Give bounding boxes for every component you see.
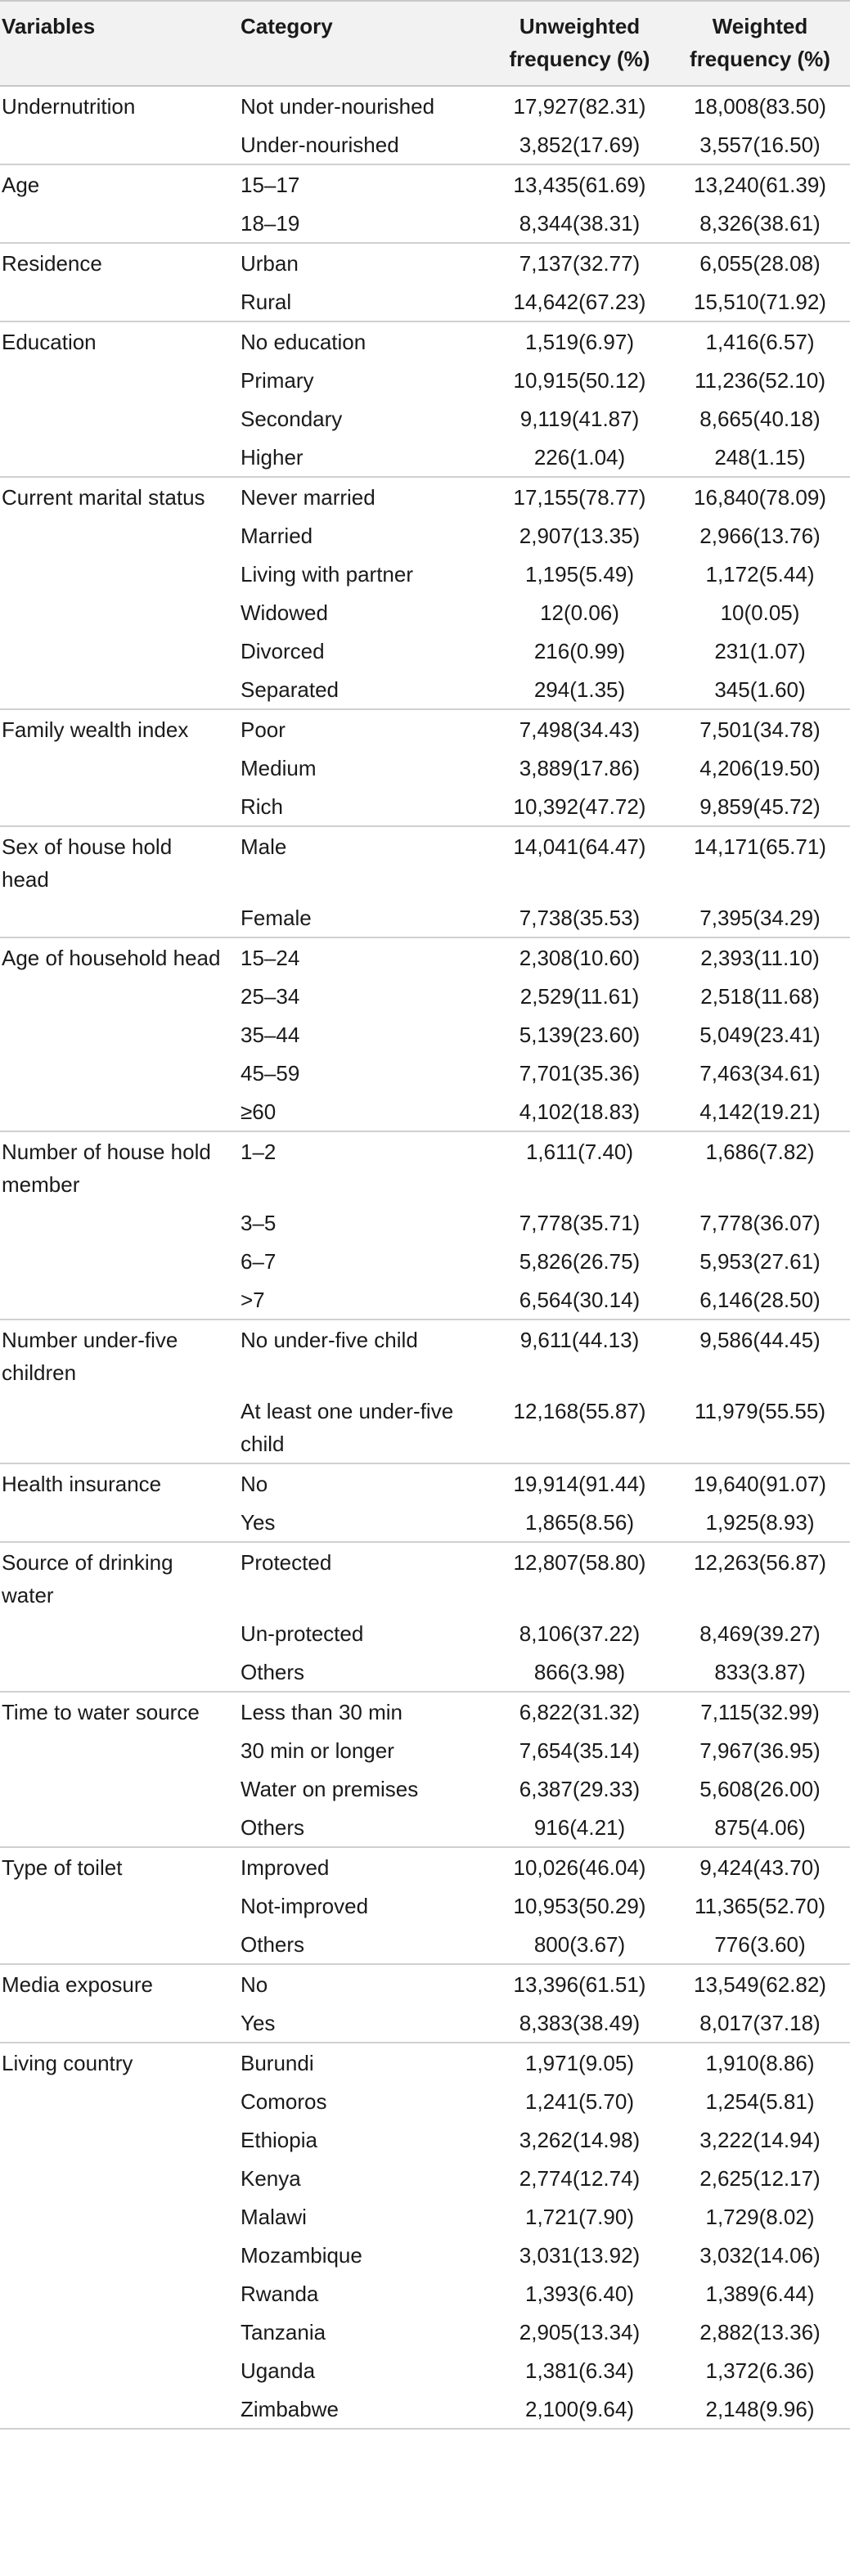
variable-cell-empty <box>0 1242 232 1280</box>
unweighted-cell: 1,195(5.49) <box>525 562 634 587</box>
unweighted-cell: 294(1.35) <box>533 677 626 702</box>
category-cell: 3–5 <box>241 1211 277 1235</box>
unweighted-cell: 8,383(38.49) <box>519 2011 641 2035</box>
weighted-cell: 3,557(16.50) <box>699 133 821 157</box>
category-cell: Rich <box>241 794 284 819</box>
table-row <box>0 438 850 477</box>
unweighted-cell: 12,168(55.87) <box>513 1399 646 1423</box>
category-cell: Higher <box>241 445 304 470</box>
variable-cell-empty <box>0 2082 232 2120</box>
table-row <box>0 555 850 593</box>
weighted-cell: 15,510(71.92) <box>694 290 826 314</box>
table-row <box>0 1964 850 2003</box>
variable-cell-empty <box>0 361 232 399</box>
table-row <box>0 1015 850 1054</box>
category-cell: No under-five child <box>232 1319 489 1391</box>
table-row <box>0 1463 850 1503</box>
table-row <box>0 2389 850 2429</box>
unweighted-cell: 3,262(14.98) <box>519 2128 641 2152</box>
unweighted-cell: 1,611(7.40) <box>489 1131 670 1203</box>
unweighted-cell: 7,137(32.77) <box>489 243 670 282</box>
unweighted-cell: 7,778(35.71) <box>519 1211 641 1235</box>
table-row <box>0 204 850 243</box>
unweighted-cell: 8,106(37.22) <box>519 1621 641 1646</box>
category-cell: Not-improved <box>241 1894 369 1918</box>
variable-cell-empty <box>0 125 232 164</box>
category-cell: 25–34 <box>241 984 300 1009</box>
table-row <box>0 86 850 125</box>
weighted-cell: 8,665(40.18) <box>699 407 821 431</box>
unweighted-cell: 17,927(82.31) <box>513 94 646 119</box>
category-cell: Rwanda <box>241 2282 319 2306</box>
variable-cell-empty <box>0 670 232 709</box>
table-row <box>0 1503 850 1542</box>
weighted-cell: 5,049(23.41) <box>699 1023 821 1047</box>
variable-cell-empty <box>0 2003 232 2043</box>
weighted-cell: 9,586(44.45) <box>670 1319 850 1391</box>
weighted-cell: 9,859(45.72) <box>699 794 821 819</box>
variable-cell-empty <box>0 1092 232 1131</box>
category-cell: Mozambique <box>241 2243 362 2268</box>
table-row <box>0 1203 850 1242</box>
unweighted-cell: 17,155(78.77) <box>489 477 670 516</box>
weighted-cell: 8,469(39.27) <box>699 1621 821 1646</box>
header-category: Category <box>232 1 489 86</box>
variable-cell-empty <box>0 1391 232 1463</box>
unweighted-cell: 10,026(46.04) <box>489 1847 670 1886</box>
table-header <box>0 1 850 86</box>
weighted-cell: 5,608(26.00) <box>699 1777 821 1801</box>
category-cell: Improved <box>232 1847 489 1886</box>
variable-cell: Source of drinking water <box>0 1542 232 1614</box>
unweighted-cell: 19,914(91.44) <box>489 1463 670 1503</box>
unweighted-cell: 1,519(6.97) <box>489 321 670 361</box>
weighted-cell: 16,840(78.09) <box>670 477 850 516</box>
unweighted-cell: 3,852(17.69) <box>519 133 641 157</box>
unweighted-cell: 1,971(9.05) <box>489 2043 670 2082</box>
unweighted-cell: 1,393(6.40) <box>525 2282 634 2306</box>
table-row <box>0 2351 850 2389</box>
category-cell: 15–24 <box>232 937 489 977</box>
category-cell: Others <box>241 1660 305 1684</box>
weighted-cell: 11,979(55.55) <box>695 1399 825 1423</box>
table-row <box>0 1319 850 1391</box>
weighted-cell: 11,236(52.10) <box>695 368 825 393</box>
unweighted-cell: 2,529(11.61) <box>519 984 640 1009</box>
table-row <box>0 1391 850 1463</box>
category-cell: Un-protected <box>241 1621 364 1646</box>
category-cell: Kenya <box>241 2166 301 2191</box>
weighted-cell: 1,416(6.57) <box>670 321 850 361</box>
variable-cell-empty <box>0 399 232 438</box>
category-cell: Tanzania <box>241 2320 326 2344</box>
category-cell: Widowed <box>241 600 328 625</box>
weighted-cell: 776(3.60) <box>714 1932 806 1957</box>
unweighted-cell: 14,041(64.47) <box>489 826 670 898</box>
table-row <box>0 243 850 282</box>
variable-cell: Type of toilet <box>0 1847 232 1886</box>
variable-cell-empty <box>0 1925 232 1964</box>
weighted-cell: 7,967(36.95) <box>699 1738 821 1763</box>
unweighted-cell: 1,721(7.90) <box>525 2205 634 2229</box>
category-cell: Not under-nourished <box>241 94 435 119</box>
weighted-cell: 833(3.87) <box>714 1660 806 1684</box>
variable-cell-empty <box>0 977 232 1015</box>
table-row <box>0 1054 850 1092</box>
variable-cell-empty <box>0 2197 232 2236</box>
table-row <box>0 1131 850 1203</box>
table-row <box>0 1692 850 1731</box>
unweighted-cell: 226(1.04) <box>533 445 626 470</box>
variable-cell-empty <box>0 2351 232 2389</box>
header-row <box>0 1 850 86</box>
unweighted-cell: 10,915(50.12) <box>513 368 646 393</box>
weighted-cell: 1,925(8.93) <box>705 1510 815 1535</box>
category-cell: Rural <box>241 290 292 314</box>
variable-cell: Time to water source <box>0 1692 232 1731</box>
weighted-cell: 19,640(91.07) <box>670 1463 850 1503</box>
variable-cell: Media exposure <box>0 1964 232 2003</box>
category-cell: No <box>232 1463 489 1503</box>
variable-cell-empty <box>0 2389 232 2429</box>
unweighted-cell: 5,139(23.60) <box>519 1023 641 1047</box>
category-cell: At least one under-five child <box>241 1399 454 1456</box>
unweighted-cell: 800(3.67) <box>533 1932 626 1957</box>
weighted-cell: 7,778(36.07) <box>699 1211 821 1235</box>
weighted-cell: 13,549(62.82) <box>670 1964 850 2003</box>
unweighted-cell: 2,774(12.74) <box>519 2166 641 2191</box>
unweighted-cell: 7,738(35.53) <box>519 906 641 930</box>
table-row <box>0 937 850 977</box>
weighted-cell: 7,463(34.61) <box>699 1061 821 1086</box>
table-row <box>0 1542 850 1614</box>
category-cell: Comoros <box>241 2089 327 2114</box>
variable-cell-empty <box>0 593 232 632</box>
variable-cell-empty <box>0 555 232 593</box>
table-row <box>0 164 850 204</box>
weighted-cell: 14,171(65.71) <box>670 826 850 898</box>
unweighted-cell: 12(0.06) <box>540 600 619 625</box>
category-cell: Yes <box>241 2011 276 2035</box>
header-unweighted: Unweighted frequency (%) <box>489 1 670 86</box>
header-variables: Variables <box>0 1 232 86</box>
unweighted-cell: 10,392(47.72) <box>513 794 646 819</box>
weighted-cell: 2,518(11.68) <box>700 984 820 1009</box>
category-cell: 45–59 <box>241 1061 300 1086</box>
weighted-cell: 345(1.60) <box>714 677 806 702</box>
table-row <box>0 593 850 632</box>
variable-cell-empty <box>0 1652 232 1692</box>
weighted-cell: 2,393(11.10) <box>670 937 850 977</box>
weighted-cell: 8,017(37.18) <box>699 2011 821 2035</box>
variable-cell-empty <box>0 1015 232 1054</box>
table-row <box>0 898 850 937</box>
category-cell: 1–2 <box>232 1131 489 1203</box>
unweighted-cell: 866(3.98) <box>533 1660 626 1684</box>
unweighted-cell: 916(4.21) <box>533 1815 626 1840</box>
table-row <box>0 1925 850 1964</box>
unweighted-cell: 216(0.99) <box>533 639 626 663</box>
unweighted-cell: 1,381(6.34) <box>525 2358 634 2383</box>
variable-cell-empty <box>0 749 232 787</box>
variable-cell-empty <box>0 1731 232 1769</box>
weighted-cell: 7,501(34.78) <box>670 709 850 749</box>
category-cell: Under-nourished <box>241 133 399 157</box>
variable-cell-empty <box>0 1203 232 1242</box>
unweighted-cell: 7,654(35.14) <box>519 1738 641 1763</box>
category-cell: Less than 30 min <box>232 1692 489 1731</box>
table-row <box>0 125 850 164</box>
variable-cell-empty <box>0 204 232 243</box>
table-row <box>0 2159 850 2197</box>
unweighted-cell: 5,826(26.75) <box>519 1249 641 1274</box>
variable-cell: Residence <box>0 243 232 282</box>
variable-cell: Sex of house hold head <box>0 826 232 898</box>
category-cell: Urban <box>232 243 489 282</box>
variable-cell-empty <box>0 1808 232 1847</box>
weighted-cell: 7,115(32.99) <box>670 1692 850 1731</box>
category-cell: Burundi <box>232 2043 489 2082</box>
table-row <box>0 826 850 898</box>
variable-cell-empty <box>0 516 232 555</box>
unweighted-cell: 7,701(35.36) <box>519 1061 641 1086</box>
variable-cell: Age <box>0 164 232 204</box>
category-cell: Zimbabwe <box>232 2389 489 2429</box>
table-row <box>0 670 850 709</box>
weighted-cell: 9,424(43.70) <box>670 1847 850 1886</box>
table-row <box>0 477 850 516</box>
category-cell: No <box>232 1964 489 2003</box>
variable-cell-empty <box>0 282 232 321</box>
unweighted-cell: 14,642(67.23) <box>513 290 646 314</box>
category-cell: Divorced <box>241 639 325 663</box>
weighted-cell: 1,686(7.82) <box>670 1131 850 1203</box>
unweighted-cell: 6,822(31.32) <box>489 1692 670 1731</box>
variable-cell-empty <box>0 438 232 477</box>
weighted-cell: 1,910(8.86) <box>670 2043 850 2082</box>
category-cell: 30 min or longer <box>241 1738 394 1763</box>
variable-cell: Age of household head <box>0 937 232 977</box>
unweighted-cell: 9,119(41.87) <box>519 407 640 431</box>
table-row <box>0 1769 850 1808</box>
variable-cell-empty <box>0 1054 232 1092</box>
weighted-cell: 2,882(13.36) <box>699 2320 821 2344</box>
unweighted-cell: 3,889(17.86) <box>519 756 641 780</box>
table-row <box>0 516 850 555</box>
unweighted-cell: 6,564(30.14) <box>519 1288 641 1312</box>
weighted-cell: 2,625(12.17) <box>699 2166 821 2191</box>
category-cell: Uganda <box>241 2358 316 2383</box>
table-row <box>0 2197 850 2236</box>
category-cell: Married <box>241 524 313 548</box>
table-row <box>0 1092 850 1131</box>
table-row <box>0 399 850 438</box>
table-row <box>0 1731 850 1769</box>
variable-cell: Number under-five children <box>0 1319 232 1391</box>
unweighted-cell: 2,907(13.35) <box>519 524 641 548</box>
weighted-cell: 1,172(5.44) <box>705 562 815 587</box>
variable-cell-empty <box>0 2159 232 2197</box>
weighted-cell: 1,729(8.02) <box>705 2205 815 2229</box>
table-row <box>0 977 850 1015</box>
table-row <box>0 1652 850 1692</box>
category-cell: Never married <box>232 477 489 516</box>
category-cell: Living with partner <box>241 562 413 587</box>
unweighted-cell: 10,953(50.29) <box>513 1894 646 1918</box>
category-cell: Water on premises <box>241 1777 419 1801</box>
table-row <box>0 632 850 670</box>
table-row <box>0 282 850 321</box>
unweighted-cell: 2,308(10.60) <box>489 937 670 977</box>
unweighted-cell: 4,102(18.83) <box>519 1099 641 1124</box>
category-cell: No education <box>232 321 489 361</box>
weighted-cell: 875(4.06) <box>714 1815 806 1840</box>
category-cell: Yes <box>241 1510 276 1535</box>
table-row <box>0 1280 850 1319</box>
variable-cell-empty <box>0 2236 232 2274</box>
category-cell: Primary <box>241 368 314 393</box>
category-cell: Male <box>232 826 489 898</box>
variable-cell-empty <box>0 632 232 670</box>
variable-cell: Family wealth index <box>0 709 232 749</box>
table-row <box>0 787 850 826</box>
table-row <box>0 1242 850 1280</box>
table-row <box>0 2082 850 2120</box>
category-cell: Female <box>241 906 312 930</box>
category-cell: Malawi <box>241 2205 307 2229</box>
category-cell: 18–19 <box>241 211 300 236</box>
table-row <box>0 1808 850 1847</box>
table-row <box>0 321 850 361</box>
category-cell: ≥60 <box>241 1099 277 1124</box>
variable-cell: Living country <box>0 2043 232 2082</box>
weighted-cell: 6,146(28.50) <box>699 1288 821 1312</box>
weighted-cell: 4,206(19.50) <box>699 756 821 780</box>
variable-cell-empty <box>0 1886 232 1925</box>
category-cell: Protected <box>232 1542 489 1614</box>
variable-cell: Education <box>0 321 232 361</box>
unweighted-cell: 1,865(8.56) <box>525 1510 634 1535</box>
variable-cell-empty <box>0 898 232 937</box>
category-cell: Secondary <box>241 407 343 431</box>
header-weighted: Weighted frequency (%) <box>670 1 850 86</box>
table-row <box>0 2236 850 2274</box>
weighted-cell: 13,240(61.39) <box>670 164 850 204</box>
weighted-cell: 2,966(13.76) <box>699 524 821 548</box>
table-row <box>0 709 850 749</box>
category-cell: >7 <box>241 1288 265 1312</box>
unweighted-cell: 2,905(13.34) <box>519 2320 641 2344</box>
table-row <box>0 749 850 787</box>
variable-cell-empty <box>0 2274 232 2313</box>
weighted-cell: 3,032(14.06) <box>699 2243 821 2268</box>
table-row <box>0 2043 850 2082</box>
weighted-cell: 8,326(38.61) <box>699 211 821 236</box>
weighted-cell: 10(0.05) <box>720 600 800 625</box>
weighted-cell: 248(1.15) <box>714 445 806 470</box>
unweighted-cell: 13,396(61.51) <box>489 1964 670 2003</box>
category-cell: Medium <box>241 756 317 780</box>
variable-cell-empty <box>0 787 232 826</box>
category-cell: Others <box>241 1932 305 1957</box>
category-cell: Poor <box>232 709 489 749</box>
weighted-cell: 11,365(52.70) <box>695 1894 825 1918</box>
unweighted-cell: 13,435(61.69) <box>489 164 670 204</box>
variable-cell-empty <box>0 1614 232 1652</box>
table-row <box>0 1886 850 1925</box>
category-cell: Others <box>241 1815 305 1840</box>
table-row <box>0 1614 850 1652</box>
unweighted-cell: 3,031(13.92) <box>519 2243 641 2268</box>
variable-cell-empty <box>0 2120 232 2159</box>
unweighted-cell: 2,100(9.64) <box>489 2389 670 2429</box>
weighted-cell: 1,254(5.81) <box>705 2089 815 2114</box>
weighted-cell: 6,055(28.08) <box>670 243 850 282</box>
weighted-cell: 18,008(83.50) <box>694 94 826 119</box>
variable-cell-empty <box>0 2313 232 2351</box>
category-cell: Ethiopia <box>241 2128 317 2152</box>
variable-cell: Undernutrition <box>2 94 136 119</box>
category-cell: 35–44 <box>241 1023 300 1047</box>
table-row <box>0 1847 850 1886</box>
variable-cell-empty <box>0 1769 232 1808</box>
variable-cell: Number of house hold member <box>0 1131 232 1203</box>
table-row <box>0 2313 850 2351</box>
unweighted-cell: 9,611(44.13) <box>489 1319 670 1391</box>
weighted-cell: 3,222(14.94) <box>699 2128 821 2152</box>
weighted-cell: 1,372(6.36) <box>705 2358 815 2383</box>
weighted-cell: 5,953(27.61) <box>699 1249 821 1274</box>
table-row <box>0 2274 850 2313</box>
weighted-cell: 12,263(56.87) <box>670 1542 850 1614</box>
variable-cell-empty <box>0 1503 232 1542</box>
variable-cell: Current marital status <box>0 477 232 516</box>
weighted-cell: 2,148(9.96) <box>670 2389 850 2429</box>
category-cell: 15–17 <box>232 164 489 204</box>
weighted-cell: 4,142(19.21) <box>699 1099 821 1124</box>
weighted-cell: 231(1.07) <box>714 639 806 663</box>
unweighted-cell: 6,387(29.33) <box>519 1777 641 1801</box>
table-row <box>0 2120 850 2159</box>
table-row <box>0 2003 850 2043</box>
unweighted-cell: 1,241(5.70) <box>525 2089 634 2114</box>
table-body <box>0 86 850 2429</box>
weighted-cell: 1,389(6.44) <box>705 2282 815 2306</box>
weighted-cell: 7,395(34.29) <box>699 906 821 930</box>
unweighted-cell: 8,344(38.31) <box>519 211 641 236</box>
category-cell: 6–7 <box>241 1249 277 1274</box>
unweighted-cell: 7,498(34.43) <box>489 709 670 749</box>
variable-cell: Health insurance <box>0 1463 232 1503</box>
category-cell: Separated <box>241 677 339 702</box>
variable-cell-empty <box>0 1280 232 1319</box>
table-row <box>0 361 850 399</box>
unweighted-cell: 12,807(58.80) <box>489 1542 670 1614</box>
